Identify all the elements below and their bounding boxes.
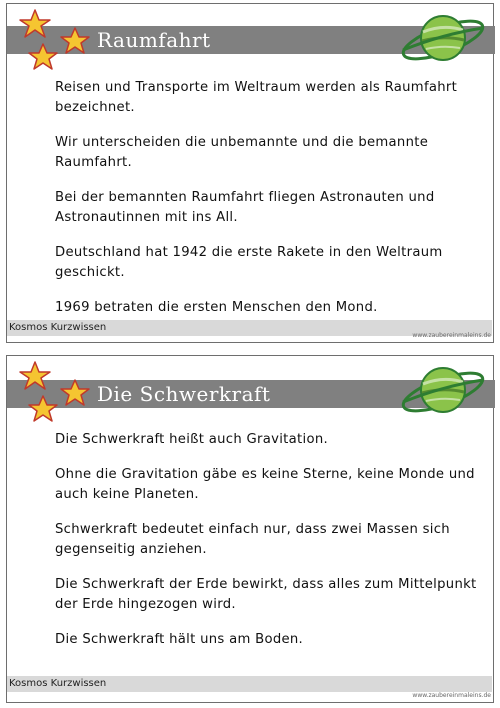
paragraph: Schwerkraft bedeutet einfach nur, dass zwei Massen sich gegenseitig anziehen.	[55, 522, 450, 557]
card-title: Die Schwerkraft	[97, 382, 271, 406]
star-icon	[20, 10, 50, 37]
star-icon	[61, 380, 89, 405]
star-icon	[29, 396, 57, 421]
paragraph: Wir unterscheiden die unbemannte und die bemannte Raumfahrt.	[55, 135, 429, 170]
footer-label: Kosmos Kurzwissen	[9, 322, 107, 333]
card-title: Raumfahrt	[97, 28, 211, 52]
paragraph: Bei der bemannten Raumfahrt fliegen Astronauten und Astronautinnen mit ins All.	[55, 190, 435, 225]
paragraph: Die Schwerkraft heißt auch Gravitation.	[55, 432, 328, 447]
paragraph: Ohne die Gravitation gäbe es keine Sterne, keine Monde und auch keine Planeten.	[55, 467, 475, 502]
stars-icon	[17, 6, 97, 76]
card-body	[55, 78, 483, 333]
paragraph: Reisen und Transporte im Weltraum werden als Raumfahrt bezeichnet.	[55, 80, 458, 115]
star-icon	[29, 44, 57, 69]
paragraph: Deutschland hat 1942 die erste Rakete in den Weltraum geschickt.	[55, 245, 443, 280]
footer-label: Kosmos Kurzwissen	[9, 678, 107, 689]
card-raumfahrt	[6, 3, 494, 343]
paragraph: Die Schwerkraft der Erde bewirkt, dass alles zum Mittelpunkt der Erde hingezogen wird.	[55, 577, 477, 612]
card-schwerkraft	[6, 355, 494, 703]
footer-url: www.zaubereinmaleins.de	[412, 332, 491, 339]
footer-url: www.zaubereinmaleins.de	[412, 692, 491, 699]
star-icon	[20, 362, 50, 389]
card-body	[55, 430, 483, 665]
paragraph: 1969 betraten die ersten Menschen den Mond.	[55, 300, 378, 315]
planet-icon	[395, 8, 485, 70]
footer-bar	[7, 676, 492, 692]
star-icon	[61, 28, 89, 53]
stars-icon	[17, 358, 97, 428]
planet-icon	[395, 360, 485, 422]
paragraph: Die Schwerkraft hält uns am Boden.	[55, 632, 304, 647]
